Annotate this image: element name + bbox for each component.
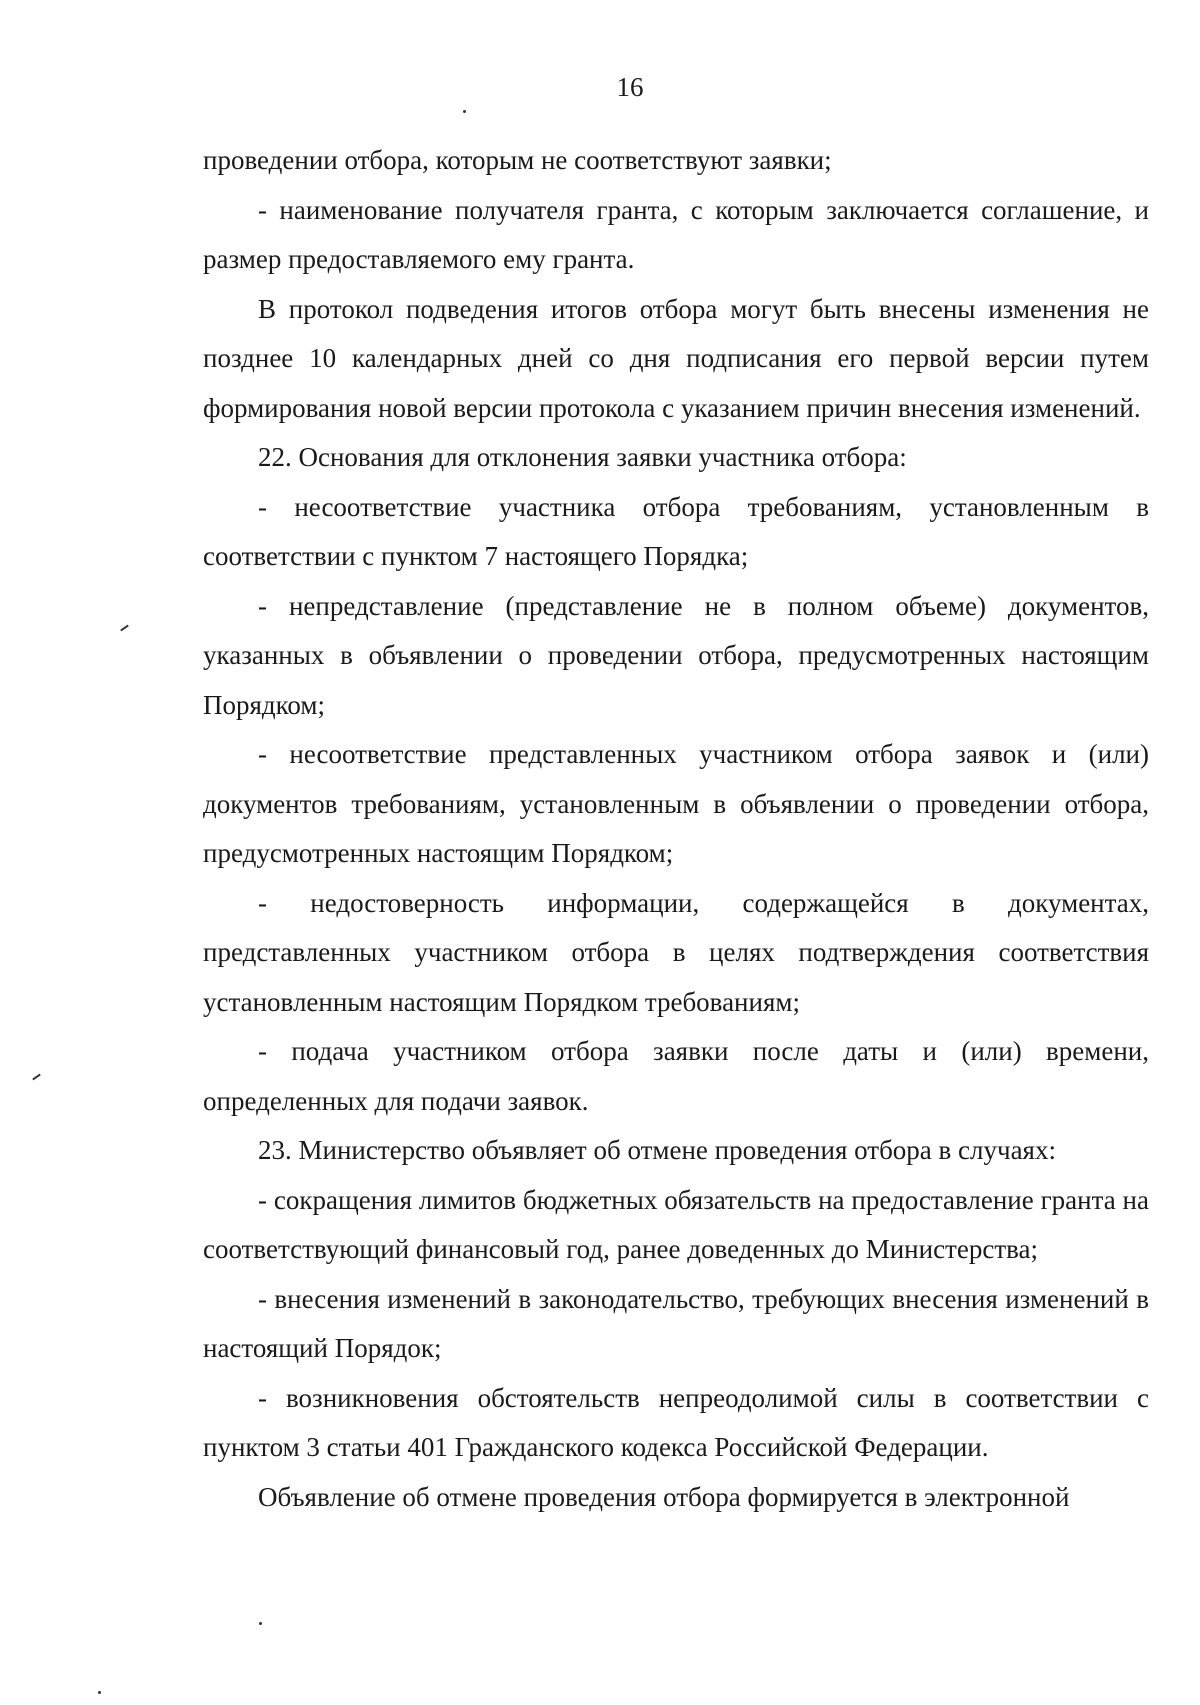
clause-22-heading: 22. Основания для отклонения заявки участника отбора: bbox=[258, 442, 907, 472]
list-item-force-majeure: - возникновения обстоятельств непреодолимой силы в соответствии с пунктом 3 статьи 401 Гражданского кодекса Российской Федерации. bbox=[203, 1382, 1149, 1462]
scan-speck bbox=[120, 625, 129, 632]
list-item-nonconformity-documents: - несоответствие представленных участником отбора заявок и (или) документов требованиям, установленным в объявлении о проведении отбора, предусмотренных настоящим Порядком; bbox=[203, 739, 1149, 868]
paragraph-protocol-changes: В протокол подведения итогов отбора могут быть внесены изменения не позднее 10 календарных дней со дня подписания его первой версии путем формирования новой версии протокола с указанием причин внесения изменений. bbox=[203, 293, 1149, 423]
list-item-budget-reduction: - сокращения лимитов бюджетных обязательств на предоставление гранта на соответствующий финансовый год, ранее доведенных до Министерства; bbox=[203, 1184, 1149, 1264]
list-item-legislation-changes: - внесения изменений в законодательство, требующих внесения изменений в настоящий Порядок; bbox=[203, 1283, 1149, 1363]
paragraph-cancellation-notice: Объявление об отмене проведения отбора формируется в электронной bbox=[258, 1481, 1070, 1512]
list-item-nonconformity-participant: - несоответствие участника отбора требованиям, установленным в соответствии с пунктом 7 настоящего Порядка; bbox=[203, 491, 1149, 571]
paragraph-continuation: проведении отбора, которым не соответствуют заявки; bbox=[203, 145, 832, 175]
scan-speck bbox=[98, 1691, 101, 1694]
list-item-grant-recipient: - наименование получателя гранта, с которым заключается соглашение, и размер предоставляемого ему гранта. bbox=[203, 194, 1149, 274]
page-number: 16 bbox=[616, 72, 644, 102]
document-body bbox=[203, 136, 1149, 1522]
list-item-unreliable-information: - недостоверность информации, содержащейся в документах, представленных участником отбора в целях подтверждения соответствия установленным настоящим Порядком требованиям; bbox=[203, 887, 1149, 1017]
clause-23-heading: 23. Министерство объявляет об отмене проведения отбора в случаях: bbox=[258, 1135, 1056, 1165]
scan-speck bbox=[259, 1622, 262, 1625]
scan-speck bbox=[463, 110, 466, 113]
list-item-missing-documents: - непредставление (представление не в полном объеме) документов, указанных в объявлении о проведении отбора, предусмотренных настоящим Порядком; bbox=[203, 590, 1149, 720]
list-item-late-submission: - подача участником отбора заявки после даты и (или) времени, определенных для подачи заявок. bbox=[203, 1036, 1149, 1116]
scan-speck bbox=[32, 1074, 41, 1081]
